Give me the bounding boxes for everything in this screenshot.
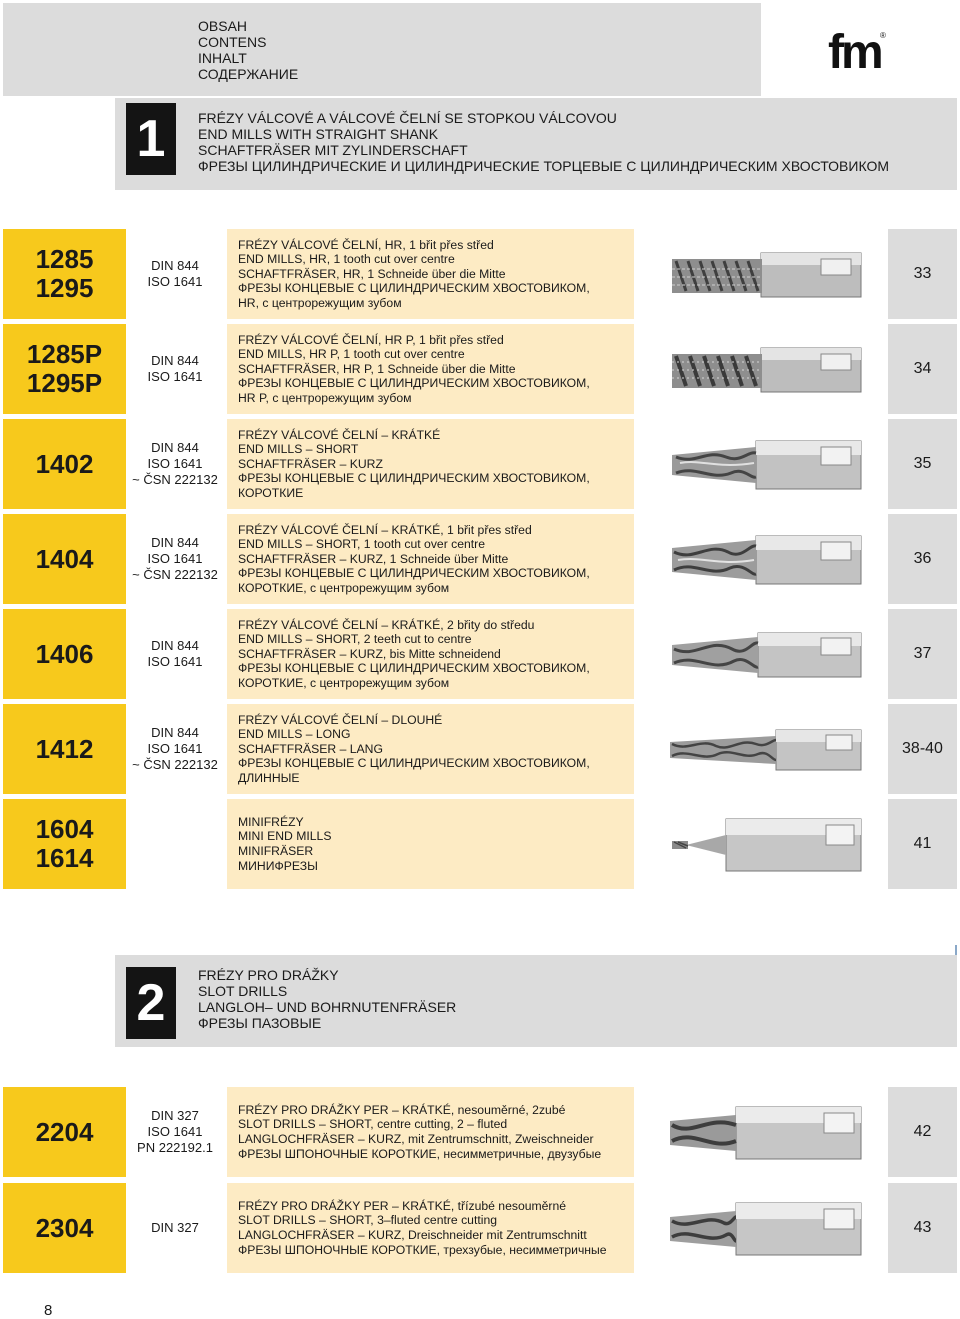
product-description: [227, 1087, 634, 1177]
description-line: SCHAFTFRÄSER, HR P, 1 Schneide über die Mitte: [238, 361, 516, 376]
page-reference[interactable]: 35: [888, 419, 957, 509]
section-title-line: FRÉZY VÁLCOVÉ A VÁLCOVÉ ČELNÍ SE STOPKOU VÁLCOVOU: [198, 110, 617, 126]
description-line: HR P, с центрорежущим зубом: [238, 390, 412, 405]
section-2-number: 2: [126, 967, 176, 1039]
heading-line: CONTENS: [198, 34, 267, 50]
code-number: 1406: [35, 638, 94, 669]
description-line: FRÉZY VÁLCOVÉ ČELNÍ, HR P, 1 břit přes střed: [238, 332, 504, 347]
description-line: MINIFRÉZY: [238, 814, 304, 829]
standard-label: DIN 327: [151, 1220, 199, 1235]
product-description: [227, 419, 634, 509]
description-line: SCHAFTFRÄSER – KURZ, 1 Schneide über Mitte: [238, 551, 509, 566]
product-description: [227, 1183, 634, 1273]
section-title-line: LANGLOH– UND BOHRNUTENFRÄSER: [198, 999, 457, 1015]
standard-label: DIN 844: [151, 353, 199, 368]
description-line: КОРОТКИЕ, с центрорежущим зубом: [238, 675, 450, 690]
description-line: FRÉZY VÁLCOVÉ ČELNÍ – DLOUHÉ: [238, 712, 443, 727]
description-line: END MILLS – SHORT, 2 teeth cut to centre: [238, 632, 472, 647]
description-line: END MILLS – LONG: [238, 727, 351, 742]
standard-label: ~ ČSN 222132: [132, 757, 218, 772]
product-code: [3, 1087, 126, 1177]
standards: [127, 324, 223, 414]
product-code: [3, 799, 126, 889]
description-line: ФРЕЗЫ КОНЦЕВЫЕ С ЦИЛИНДРИЧЕСКИМ ХВОСТОВИКОМ,: [238, 471, 590, 486]
standards: [127, 229, 223, 319]
code-number: 1285P: [26, 339, 103, 369]
section-1-title: [198, 110, 889, 174]
product-code: [3, 1183, 126, 1273]
standard-label: ISO 1641: [147, 654, 203, 669]
description-line: МИНИФРЕЗЫ: [238, 858, 318, 873]
product-description: [227, 609, 634, 699]
standards: [127, 514, 223, 604]
standard-label: DIN 844: [151, 725, 199, 740]
code-number: 1412: [35, 733, 94, 764]
section-title-line: SLOT DRILLS: [198, 983, 288, 999]
description-line: ФРЕЗЫ КОНЦЕВЫЕ С ЦИЛИНДРИЧЕСКИМ ХВОСТОВИКОМ,: [238, 661, 590, 676]
description-line: MINIFRÄSER: [238, 844, 314, 858]
standard-label: ISO 1641: [147, 369, 203, 384]
product-description: [227, 799, 634, 889]
section-title-line: END MILLS WITH STRAIGHT SHANK: [198, 126, 439, 142]
section-title-line: SCHAFTFRÄSER MIT ZYLINDERSCHAFT: [198, 142, 468, 158]
code-number: 1295P: [26, 368, 103, 398]
heading-line: INHALT: [198, 50, 247, 66]
product-code: [3, 609, 126, 699]
end-mill-icon: [666, 530, 866, 590]
code-number: 1402: [35, 448, 94, 479]
page-reference[interactable]: 42: [888, 1087, 957, 1177]
standards: [127, 609, 223, 699]
standard-label: ~ ČSN 222132: [132, 472, 218, 487]
description-line: SCHAFTFRÄSER – KURZ, bis Mitte schneidend: [238, 646, 501, 661]
description-line: ФРЕЗЫ КОНЦЕВЫЕ С ЦИЛИНДРИЧЕСКИМ ХВОСТОВИКОМ,: [238, 376, 590, 391]
code-number: 2304: [35, 1212, 94, 1243]
page-reference[interactable]: 43: [888, 1183, 957, 1273]
end-mill-icon: [666, 625, 866, 685]
standard-label: DIN 844: [151, 258, 199, 273]
logo-text: fm: [828, 26, 881, 76]
description-line: SCHAFTFRÄSER – LANG: [238, 741, 383, 756]
description-line: ДЛИННЫЕ: [238, 770, 300, 785]
section-title-line: ФРЕЗЫ ПАЗОВЫЕ: [198, 1015, 322, 1031]
standard-label: ISO 1641: [147, 551, 203, 566]
description-line: ФРЕЗЫ ШПОНОЧНЫЕ КОРОТКИЕ, трехзубые, несимметричные: [238, 1242, 607, 1257]
code-number: 1604: [35, 814, 94, 844]
description-line: LANGLOCHFRÄSER – KURZ, mit Zentrumschnitt, Zweischneider: [238, 1132, 594, 1146]
description-line: LANGLOCHFRÄSER – KURZ, Dreischneider mit Zentrumschnitt: [238, 1228, 587, 1242]
long-end-mill-icon: [666, 720, 866, 780]
description-line: FRÉZY VÁLCOVÉ ČELNÍ – KRÁTKÉ, 2 břity do středu: [238, 617, 535, 632]
description-line: SLOT DRILLS – SHORT, 3–fluted centre cutting: [238, 1213, 498, 1228]
standards: [127, 704, 223, 794]
product-description: [227, 324, 634, 414]
description-line: FRÉZY VÁLCOVÉ ČELNÍ, HR, 1 břit přes střed: [238, 237, 494, 252]
contents-header: [3, 3, 761, 96]
standards: [127, 1183, 223, 1273]
description-line: END MILLS – SHORT, 1 tooth cut over centre: [238, 537, 486, 552]
description-line: FRÉZY PRO DRÁŽKY PER – KRÁTKÉ, nesouměrné, 2zubé: [238, 1102, 566, 1117]
page-reference[interactable]: 41: [888, 799, 957, 889]
description-line: FRÉZY VÁLCOVÉ ČELNÍ – KRÁTKÉ: [238, 427, 441, 442]
standard-label: DIN 844: [151, 535, 199, 550]
contents-heading: [198, 18, 298, 82]
standards: [127, 419, 223, 509]
roughing-end-mill-icon: [666, 340, 866, 400]
fm-logo: [828, 24, 888, 76]
code-number: 2204: [35, 1116, 94, 1147]
description-line: FRÉZY PRO DRÁŽKY PER – KRÁTKÉ, třízubé nesouměrné: [238, 1198, 567, 1213]
description-line: END MILLS, HR P, 1 tooth cut over centre: [238, 347, 465, 362]
description-line: ФРЕЗЫ ШПОНОЧНЫЕ КОРОТКИЕ, несимметричные, двузубые: [238, 1146, 602, 1161]
description-line: SCHAFTFRÄSER – KURZ: [238, 456, 383, 471]
description-line: ФРЕЗЫ КОНЦЕВЫЕ С ЦИЛИНДРИЧЕСКИМ ХВОСТОВИКОМ,: [238, 756, 590, 771]
margin-mark: [955, 945, 957, 955]
description-line: FRÉZY VÁLCOVÉ ČELNÍ – KRÁTKÉ, 1 břit přes střed: [238, 522, 532, 537]
description-line: КОРОТКИЕ: [238, 485, 304, 500]
description-line: HR, с центрорежущим зубом: [238, 295, 402, 310]
code-number: 1295: [35, 273, 94, 303]
logo-registered-mark: ®: [880, 31, 886, 40]
mini-end-mill-icon: [666, 815, 866, 875]
section-2-title: [198, 967, 456, 1031]
product-description: [227, 229, 634, 319]
description-line: ФРЕЗЫ КОНЦЕВЫЕ С ЦИЛИНДРИЧЕСКИМ ХВОСТОВИКОМ,: [238, 566, 590, 581]
description-line: END MILLS, HR, 1 tooth cut over centre: [238, 252, 455, 267]
heading-line: OBSAH: [198, 18, 248, 34]
description-line: SCHAFTFRÄSER, HR, 1 Schneide über die Mitte: [238, 266, 506, 281]
slot-drill-icon: [666, 1199, 866, 1259]
page-reference[interactable]: 36: [888, 514, 957, 604]
standard-label: ISO 1641: [147, 456, 203, 471]
standard-label: DIN 844: [151, 638, 199, 653]
page-reference[interactable]: 38-40: [888, 704, 957, 794]
product-code: [3, 229, 126, 319]
code-number: 1285: [35, 244, 94, 274]
section-title-line: ФРЕЗЫ ЦИЛИНДРИЧЕСКИЕ И ЦИЛИНДРИЧЕСКИЕ ТОРЦЕВЫЕ С ЦИЛИНДРИЧЕСКИМ ХВОСТОВИКОМ: [198, 158, 889, 174]
standard-label: DIN 327: [151, 1108, 199, 1123]
standard-label: ISO 1641: [147, 274, 203, 289]
heading-line: СОДЕРЖАНИЕ: [198, 66, 299, 82]
description-line: MINI END MILLS: [238, 829, 332, 844]
standard-label: DIN 844: [151, 440, 199, 455]
product-code: [3, 324, 126, 414]
page-reference[interactable]: 34: [888, 324, 957, 414]
product-code: [3, 419, 126, 509]
page-reference[interactable]: 33: [888, 229, 957, 319]
description-line: SLOT DRILLS – SHORT, centre cutting, 2 – fluted: [238, 1117, 508, 1132]
description-line: ФРЕЗЫ КОНЦЕВЫЕ С ЦИЛИНДРИЧЕСКИМ ХВОСТОВИКОМ,: [238, 281, 590, 296]
product-description: [227, 704, 634, 794]
page-number: 8: [44, 1302, 53, 1319]
description-line: END MILLS – SHORT: [238, 442, 359, 457]
standard-label: ISO 1641: [147, 1124, 203, 1139]
section-1-number: 1: [126, 103, 176, 175]
standard-label: ~ ČSN 222132: [132, 567, 218, 582]
description-line: КОРОТКИЕ, с центрорежущим зубом: [238, 580, 450, 595]
roughing-end-mill-icon: [666, 245, 866, 305]
standards: [127, 1087, 223, 1177]
page-reference[interactable]: 37: [888, 609, 957, 699]
section-title-line: FRÉZY PRO DRÁŽKY: [198, 967, 339, 983]
end-mill-icon: [666, 435, 866, 495]
code-number: 1614: [35, 843, 94, 873]
product-code: [3, 704, 126, 794]
standard-label: PN 222192.1: [137, 1140, 213, 1155]
slot-drill-icon: [666, 1103, 866, 1163]
product-description: [227, 514, 634, 604]
standard-label: ISO 1641: [147, 741, 203, 756]
product-code: [3, 514, 126, 604]
code-number: 1404: [35, 543, 94, 574]
